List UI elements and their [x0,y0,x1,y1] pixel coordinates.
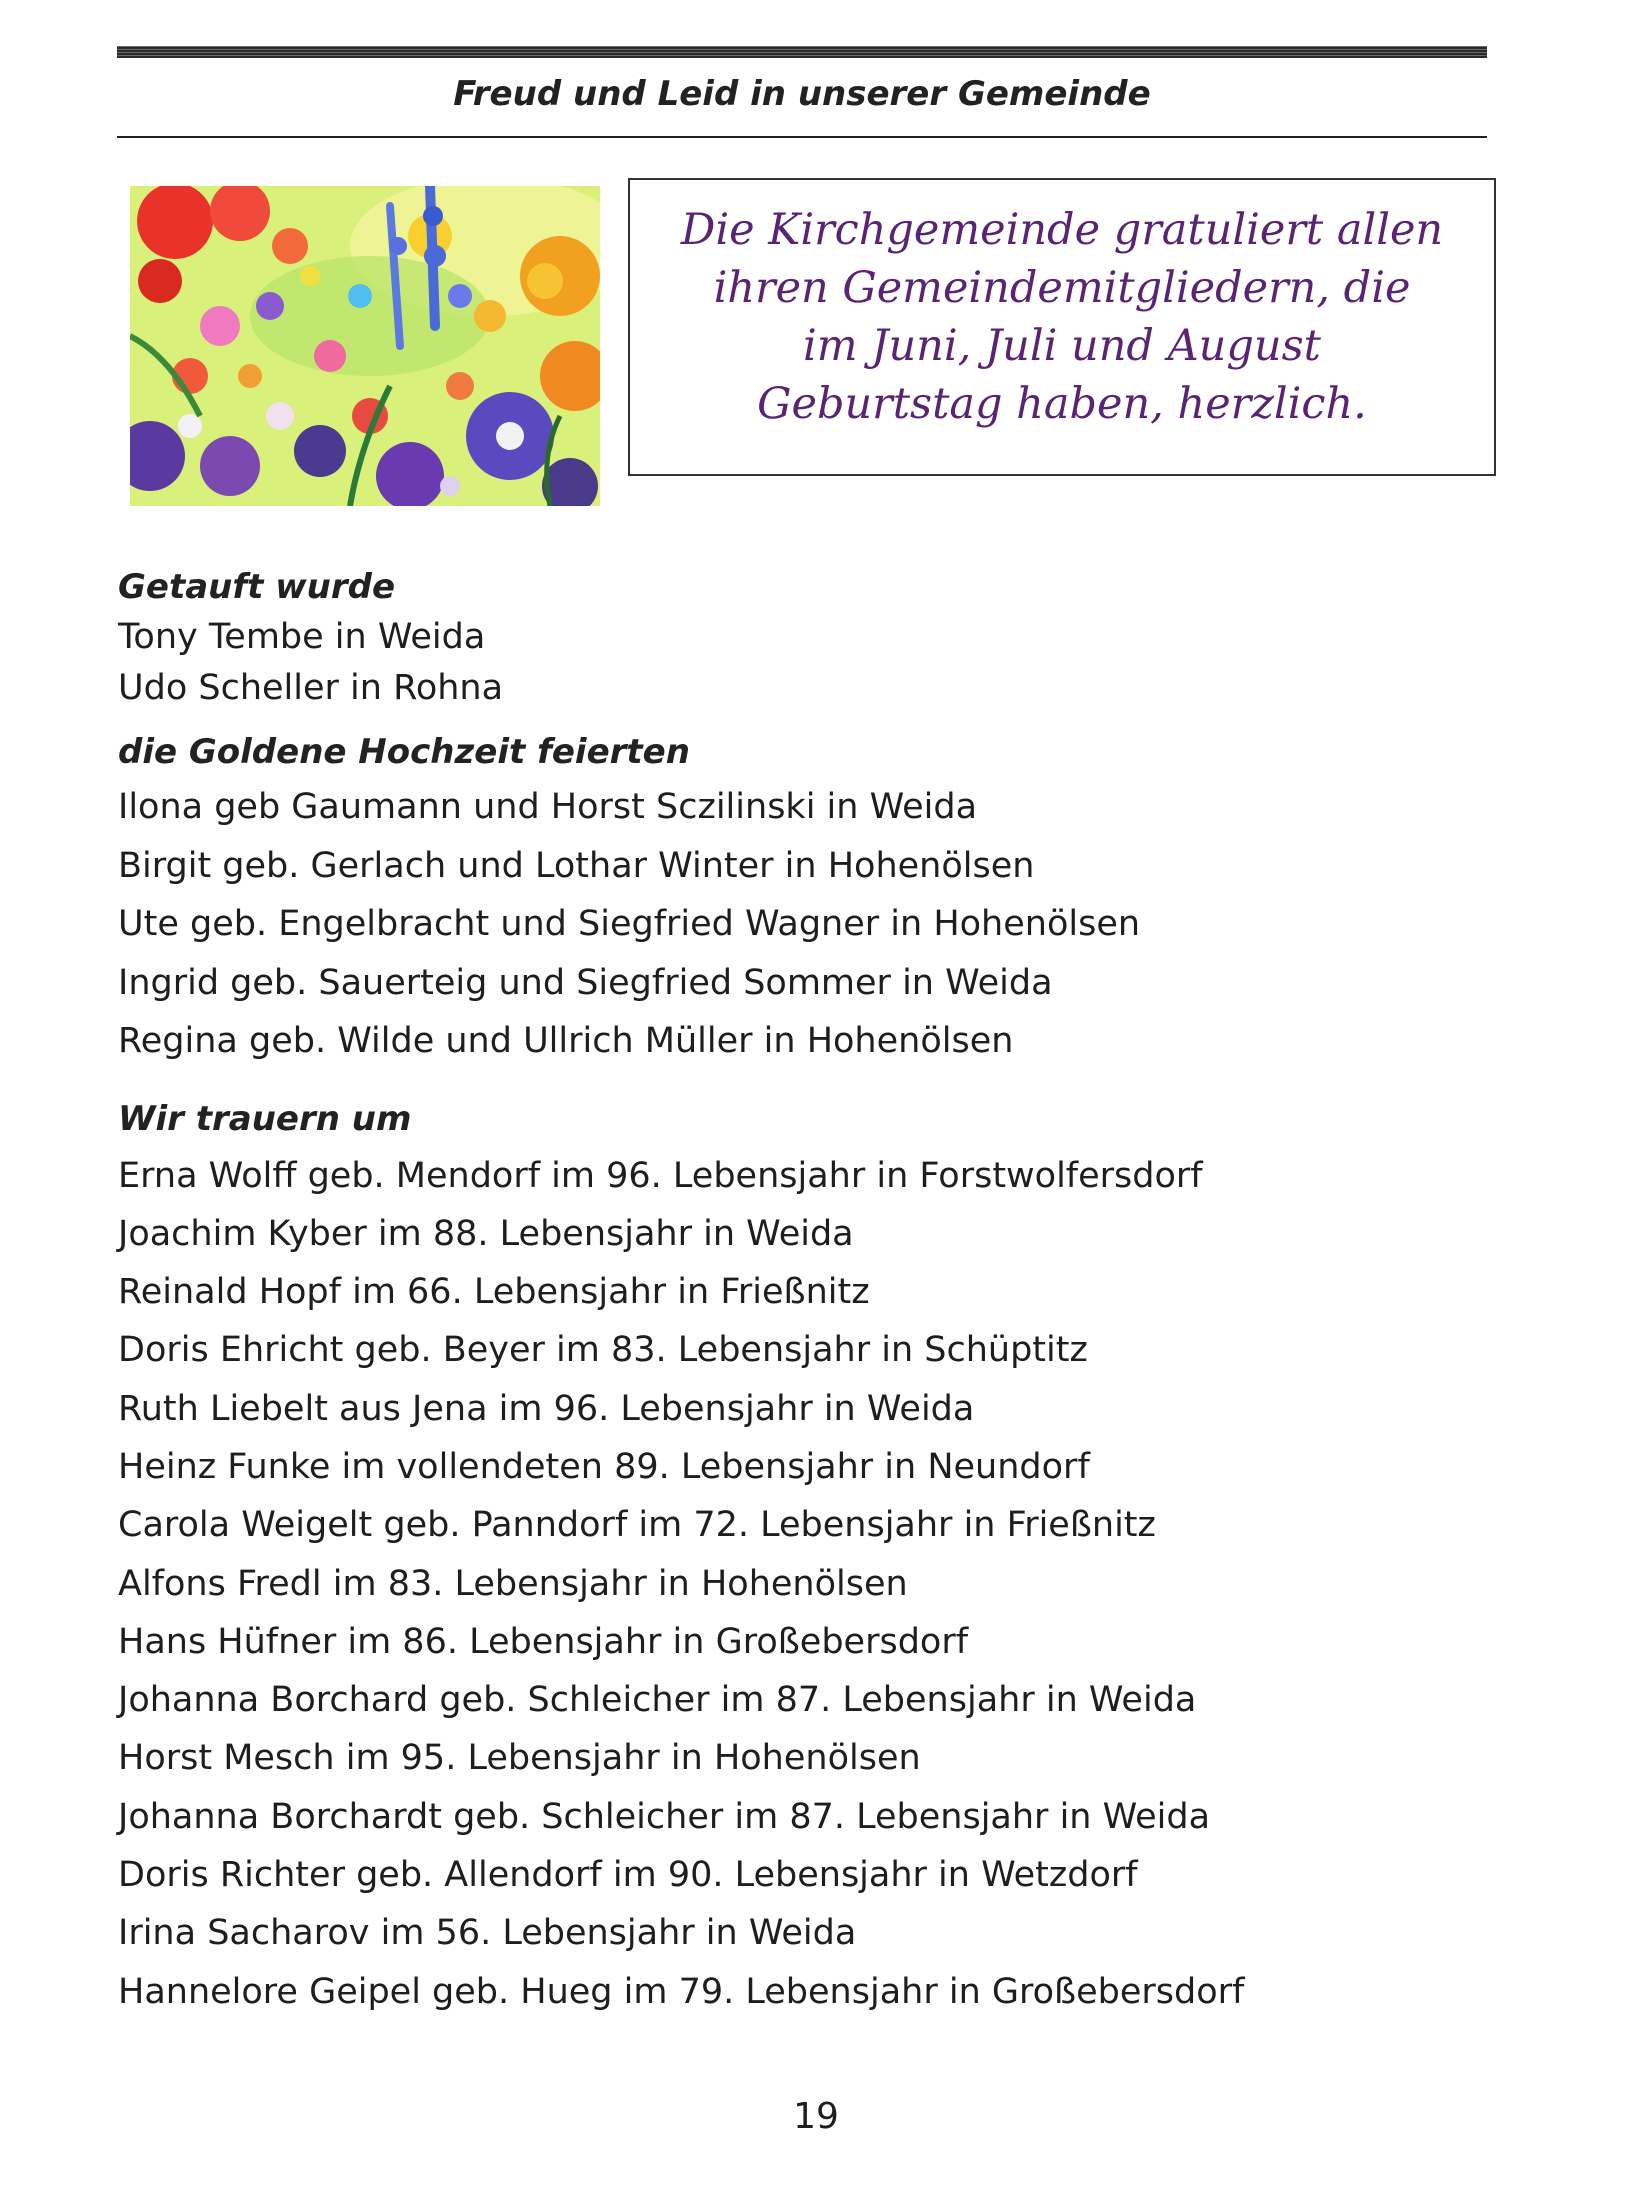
mourning-entry: Carola Weigelt geb. Panndorf im 72. Lebensjahr in Frießnitz [118,1505,1156,1546]
golden-wedding-entry: Ilona geb Gaumann und Horst Sczilinski in Weida [118,787,978,827]
mourning-entry: Johanna Borchardt geb. Schleicher im 87. Lebensjahr in Weida [118,1796,1211,1837]
page-header-title: Freud und Leid in unserer Gemeinde [453,74,1151,114]
golden-wedding-section [118,726,1418,1071]
mourning-entry: Ruth Liebelt aus Jena im 96. Lebensjahr in Weida [118,1388,975,1429]
header-double-rule [117,46,1487,58]
mourning-entry: Doris Ehricht geb. Beyer im 83. Lebensjahr in Schüptitz [118,1330,1088,1371]
mourning-entry: Erna Wolff geb. Mendorf im 96. Lebensjahr in Forstwolfersdorf [118,1155,1203,1196]
baptism-entry: Udo Scheller in Rohna [118,668,504,708]
baptisms-section [118,562,1418,714]
mourning-entry: Irina Sacharov im 56. Lebensjahr in Weida [118,1913,857,1954]
baptism-entry: Tony Tembe in Weida [118,617,486,657]
header-underline [117,136,1487,138]
mourning-entry: Doris Richter geb. Allendorf im 90. Lebensjahr in Wetzdorf [118,1855,1138,1896]
mourning-heading: Wir trauern um [118,1098,412,1139]
mourning-entry: Hannelore Geipel geb. Hueg im 79. Lebensjahr in Großebersdorf [118,1971,1245,2012]
baptisms-heading: Getauft wurde [118,567,396,607]
mourning-entry: Johanna Borchard geb. Schleicher im 87. Lebensjahr in Weida [118,1680,1197,1721]
golden-wedding-entry: Ingrid geb. Sauerteig und Siegfried Sommer in Weida [118,962,1053,1003]
birthday-greeting-box [628,178,1496,476]
golden-wedding-entry: Birgit geb. Gerlach und Lothar Winter in Hohenölsen [118,845,1035,886]
mourning-entry: Heinz Funke im vollendeten 89. Lebensjahr in Neundorf [118,1446,1090,1487]
golden-wedding-entry: Ute geb. Engelbracht und Siegfried Wagner in Hohenölsen [118,904,1141,944]
mourning-entry: Hans Hüfner im 86. Lebensjahr in Großebersdorf [118,1621,969,1662]
mourning-entry: Horst Mesch im 95. Lebensjahr in Hohenölsen [118,1738,921,1779]
announcements [118,562,1418,2021]
birthday-greeting-text: Die Kirchgemeinde gratuliert allen ihren Gemeindemitgliedern, die im Juni, Juli und August Geburtstag haben, herzlich. [680,205,1444,429]
golden-wedding-heading: die Goldene Hochzeit feierten [118,732,690,772]
mourning-entry: Alfons Fredl im 83. Lebensjahr in Hohenölsen [118,1563,908,1604]
mourning-entry: Reinald Hopf im 66. Lebensjahr in Frießnitz [118,1272,870,1313]
golden-wedding-entry: Regina geb. Wilde und Ullrich Müller in Hohenölsen [118,1021,1014,1061]
page-number: 19 [793,2096,839,2137]
mourning-entry: Joachim Kyber im 88. Lebensjahr in Weida [118,1213,854,1254]
mourning-section [118,1091,1418,2021]
flower-illustration [130,186,600,506]
